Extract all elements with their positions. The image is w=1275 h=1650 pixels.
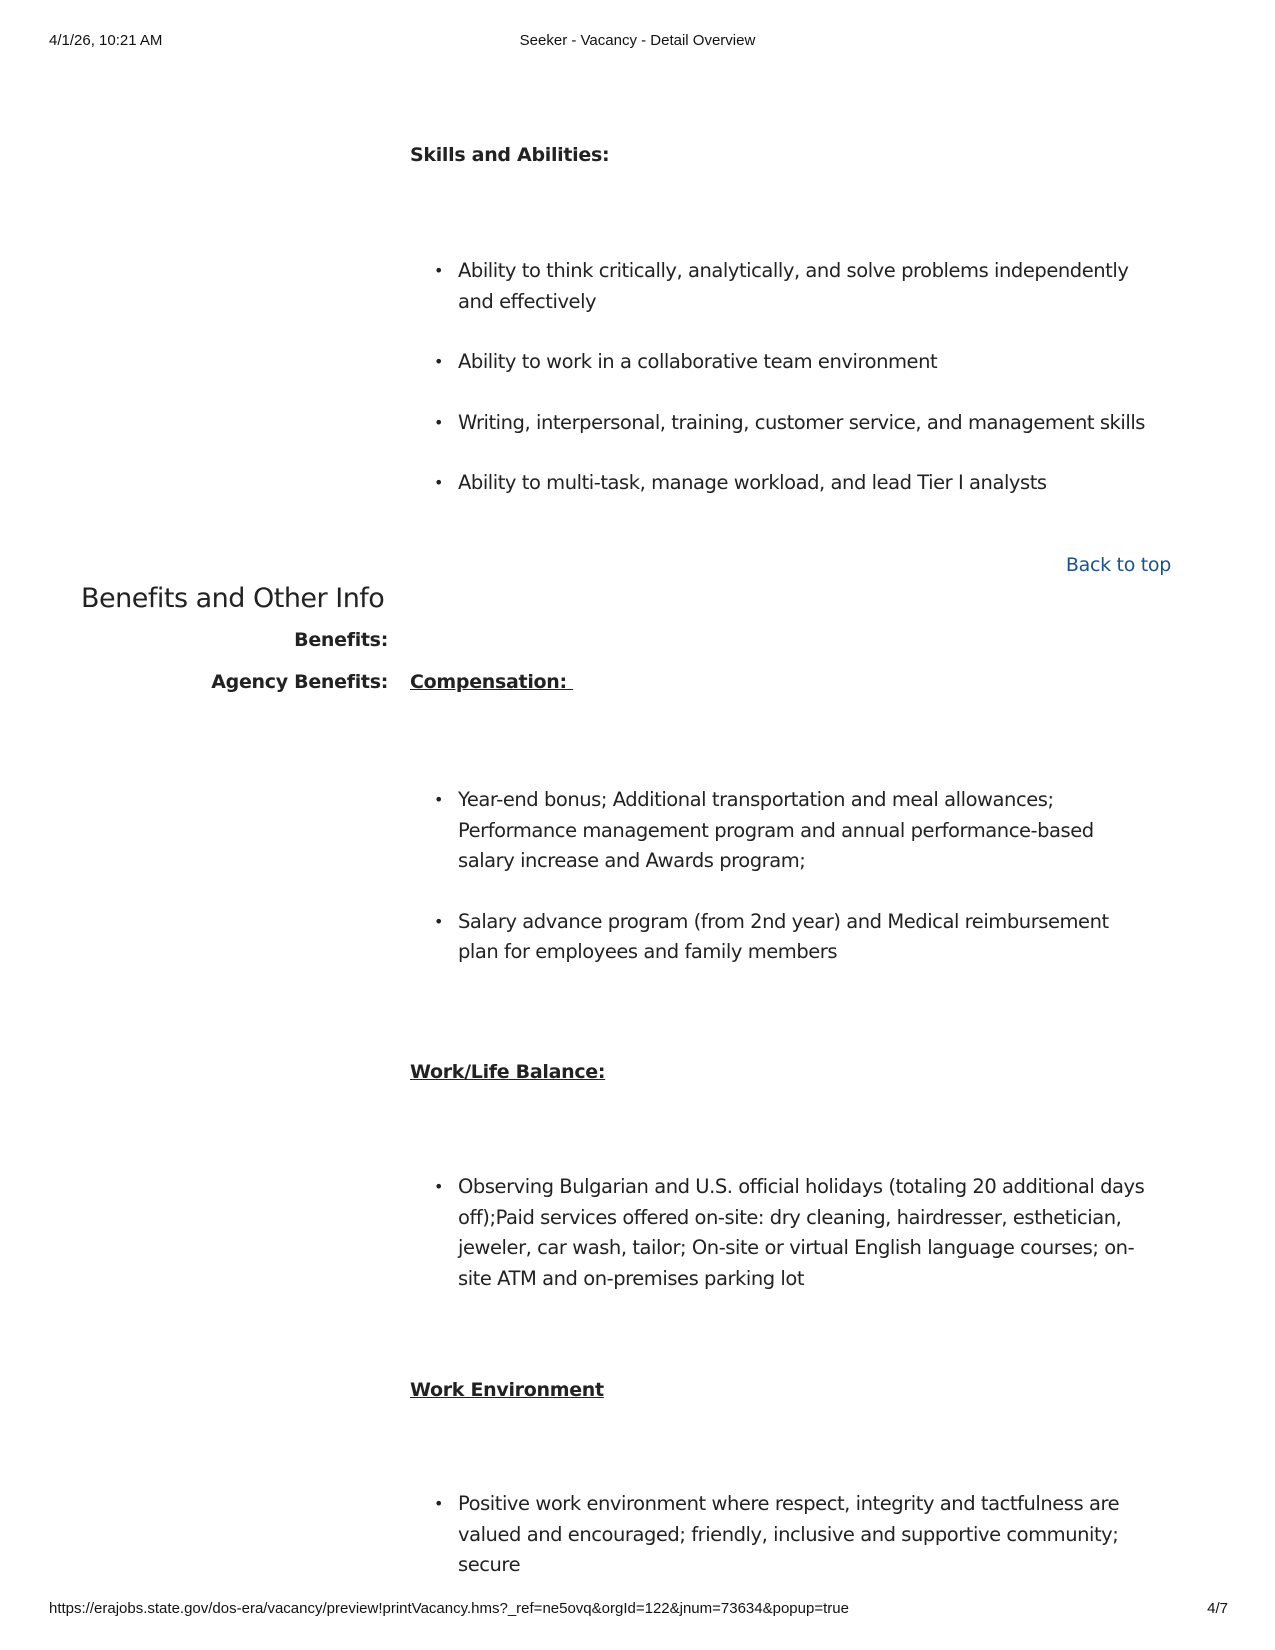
- list-item: [410, 785, 1148, 877]
- work-life-balance-heading: Work/Life Balance:: [410, 1061, 606, 1083]
- skills-abilities-label: Skills and Abilities:: [410, 144, 610, 166]
- compensation-list: [410, 785, 1148, 968]
- skill-text: Ability to multi-task, manage workload, and lead Tier I analysts: [458, 471, 1047, 494]
- bullet-icon: •: [434, 1494, 443, 1513]
- bullet-icon: •: [434, 261, 443, 280]
- bullet-icon: •: [434, 911, 443, 931]
- list-item: [410, 907, 1148, 968]
- work-life-list: [410, 1172, 1148, 1294]
- compensation-text: Salary advance program (from 2nd year) and Medical reimbursement plan for employees and family members: [458, 909, 1109, 963]
- print-page-title: Seeker - Vacancy - Detail Overview: [519, 32, 756, 49]
- bullet-icon: •: [434, 352, 443, 371]
- bullet-icon: •: [434, 412, 443, 432]
- agency-benefits-label: Agency Benefits:: [211, 671, 388, 693]
- work-environment-heading: Work Environment: [410, 1379, 604, 1401]
- compensation-heading: Compensation:: [410, 671, 574, 693]
- print-footer: [0, 1600, 1275, 1620]
- section-title-benefits: Benefits and Other Info: [81, 583, 385, 614]
- page-number: 4/7: [1207, 1600, 1228, 1617]
- list-item: [410, 1489, 1148, 1581]
- skill-text: Ability to work in a collaborative team environment: [458, 350, 938, 373]
- list-item: [410, 408, 1148, 439]
- compensation-text: Year-end bonus; Additional transportation and meal allowances; Performance management program and annual performance-based salary increase and Awards program;: [458, 788, 1094, 872]
- print-header: [0, 32, 1275, 52]
- bullet-icon: •: [434, 1177, 443, 1196]
- skill-text: Ability to think critically, analytically, and solve problems independently and effectively: [458, 259, 1129, 313]
- back-to-top-link[interactable]: Back to top: [1065, 554, 1171, 576]
- work-environment-text: Positive work environment where respect, integrity and tactfulness are valued and encouraged; friendly, inclusive and supportive community; secure: [458, 1492, 1120, 1576]
- list-item: [410, 1172, 1148, 1294]
- print-url: https://erajobs.state.gov/dos-era/vacancy/preview!printVacancy.hms?_ref=ne5ovq&orgId=122&jnum=73634&popup=true: [49, 1600, 849, 1617]
- bullet-icon: •: [434, 790, 443, 809]
- bullet-icon: •: [434, 473, 443, 492]
- benefits-label: Benefits:: [294, 629, 388, 651]
- list-item: [410, 347, 1148, 378]
- work-life-text: Observing Bulgarian and U.S. official holidays (totaling 20 additional days off);Paid services offered on-site: dry cleaning, hairdresser, esthetician, jeweler, car wash, tailor; On-site or virtual English language courses; on-site ATM and on-premises parking lot: [458, 1175, 1145, 1290]
- list-item: [410, 256, 1148, 317]
- list-item: [410, 468, 1148, 499]
- skills-list: [410, 256, 1148, 499]
- work-environment-list: [410, 1489, 1148, 1581]
- skill-text: Writing, interpersonal, training, customer service, and management skills: [458, 410, 1146, 434]
- print-datetime: 4/1/26, 10:21 AM: [49, 32, 163, 49]
